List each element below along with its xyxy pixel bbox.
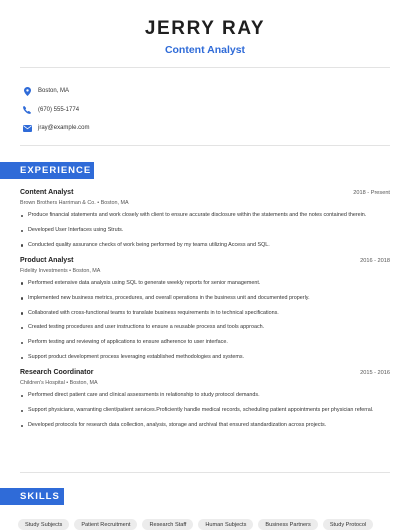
candidate-name: JERRY RAY — [144, 18, 266, 39]
job-entry — [20, 257, 390, 362]
job-company: Brown Brothers Harriman & Co. — [20, 200, 96, 206]
job-location: Boston, MA — [72, 267, 101, 274]
email-icon — [22, 123, 32, 133]
job-bullet: Perform testing and reviewing of applications to ensure adherence to user interface. — [20, 339, 390, 346]
candidate-role: Content Analyst — [164, 44, 246, 56]
job-bullet: Developed User Interfaces using Struts. — [20, 227, 390, 234]
job-entry — [20, 189, 390, 249]
skill-tag: Patient Recruitment — [74, 519, 137, 530]
job-company: Children's Hospital — [20, 380, 65, 387]
header-divider — [20, 67, 390, 68]
job-dates: 2018 - Present — [353, 190, 390, 196]
job-bullet: Performed extensive data analysis using SQL to generate weekly reports for senior management. — [20, 280, 390, 287]
job-dates: 2015 - 2016 — [360, 370, 390, 377]
contact-divider — [20, 145, 390, 146]
phone-text: (670) 555-1774 — [38, 106, 80, 113]
experience-section-heading: EXPERIENCE — [0, 162, 94, 179]
location-pin-icon — [22, 86, 32, 96]
skills-section-heading: SKILLS — [0, 488, 64, 505]
job-bullet: Support physicians, warranting client/patient services.Proficiently handle medical records, scheduling patient appointments per physician referral. — [20, 407, 390, 414]
skill-tag: Research Staff — [142, 519, 193, 530]
phone-icon — [22, 105, 32, 115]
job-title: Product Analyst — [20, 256, 74, 264]
resume-header — [0, 0, 410, 57]
experience-list — [20, 189, 390, 437]
job-bullet: Produce financial statements and work closely with client to ensure accurate disclosure within the statements and the notes contained therein. — [20, 212, 390, 219]
contact-list — [22, 82, 89, 138]
skill-tag: Study Protocol — [323, 519, 373, 530]
job-company-line: Brown Brothers Harriman & Co. • Boston, MA — [20, 200, 129, 206]
job-title: Content Analyst — [20, 189, 74, 196]
job-location: Boston, MA — [100, 200, 129, 206]
skill-tag: Study Subjects — [18, 519, 69, 530]
skill-tag: Human Subjects — [198, 519, 253, 530]
job-entry — [20, 369, 390, 429]
job-title: Research Coordinator — [20, 369, 94, 377]
job-bullet: Support product development process leveraging established methodologies and systems. — [20, 354, 390, 361]
job-location: Boston, MA — [69, 380, 98, 387]
job-bullets — [20, 392, 390, 429]
job-company-line: Children's Hospital • Boston, MA — [20, 380, 98, 387]
job-bullet: Collaborated with cross-functional teams to translate business requirements in to technical specifications. — [20, 310, 390, 317]
contact-phone — [22, 101, 89, 120]
job-bullet: Implemented new business metrics, procedures, and overall operations in the business unit and documented properly. — [20, 295, 390, 302]
job-bullets — [20, 280, 390, 362]
email-text: jray@example.com — [38, 125, 90, 132]
skills-list — [18, 519, 392, 530]
job-bullet: Performed direct patient care and clinical assessments in relationship to study protocol demands. — [20, 392, 390, 399]
job-bullet: Developed protocols for research data collection, analysis, storage and archival that ensured standardization across projects. — [20, 422, 390, 429]
skill-tag: Business Partners — [258, 519, 317, 530]
contact-email — [22, 119, 89, 138]
location-text: Boston, MA — [38, 88, 70, 95]
job-bullets — [20, 212, 390, 249]
job-bullet: Conducted quality assurance checks of work being performed by my teams utilizing Access and SQL. — [20, 242, 390, 249]
experience-divider — [20, 472, 390, 473]
contact-location — [22, 82, 89, 101]
job-dates: 2016 - 2018 — [360, 257, 390, 264]
job-company-line: Fidelity Investments • Boston, MA — [20, 267, 101, 274]
job-company: Fidelity Investments — [20, 267, 68, 274]
job-bullet: Created testing procedures and user instructions to ensure a reusable process and tools approach. — [20, 324, 390, 331]
